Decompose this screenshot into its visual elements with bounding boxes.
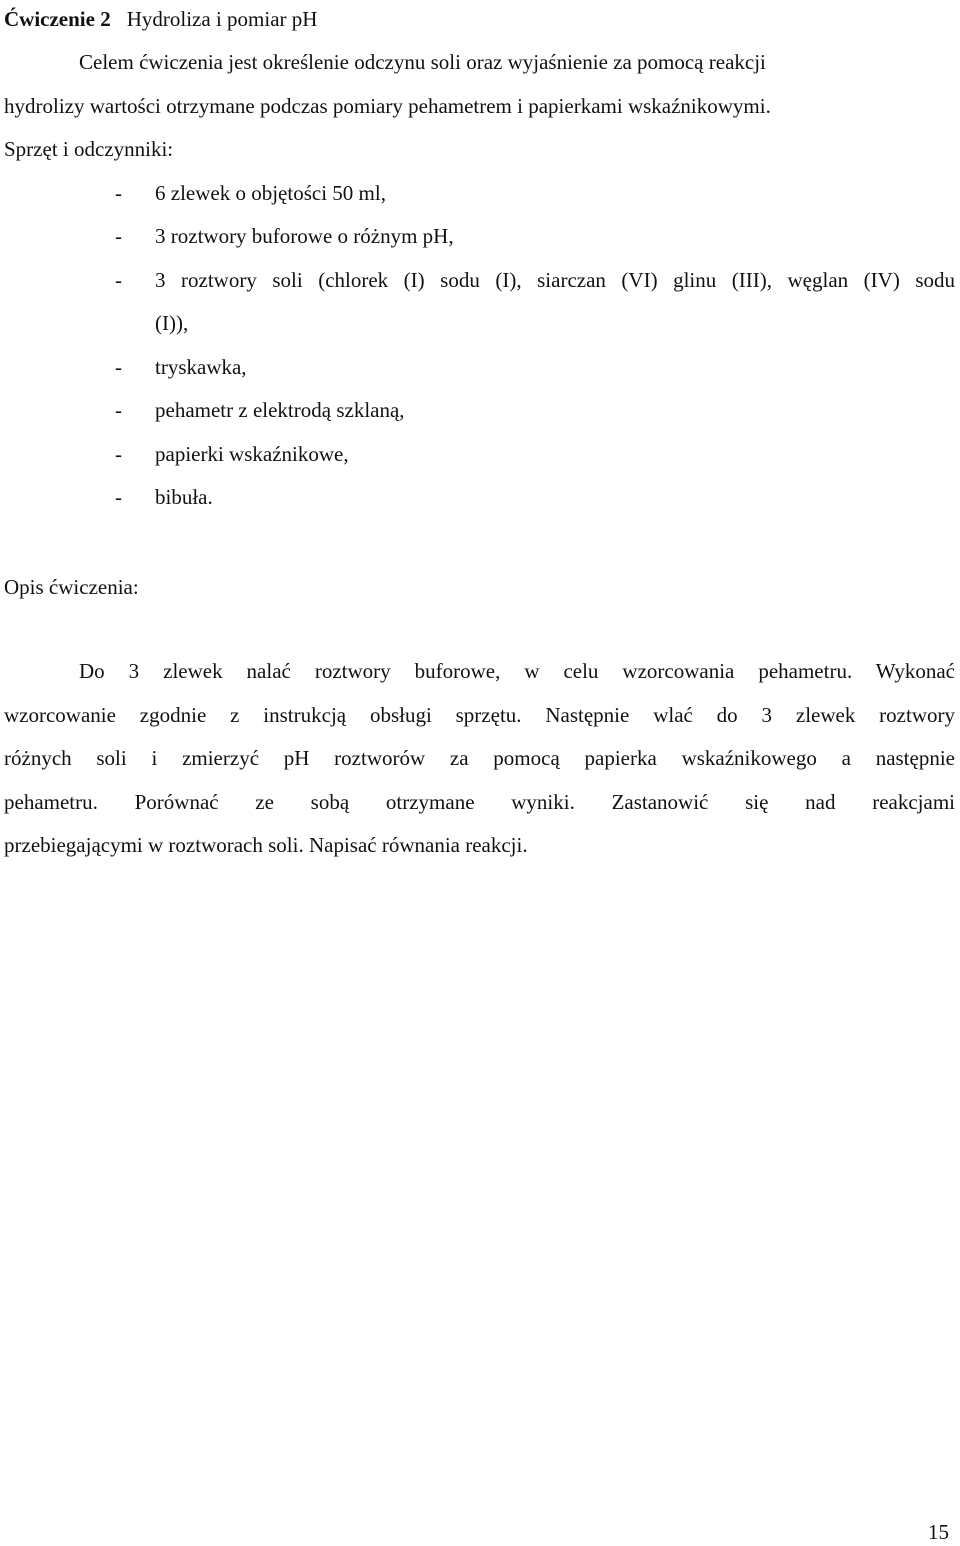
exercise-title: Hydroliza i pomiar pH (126, 7, 318, 31)
description-line: Do 3 zlewek nalać roztwory buforowe, w celu wzorcowania pehametru. Wykonać (79, 659, 955, 683)
equipment-item (0, 396, 960, 424)
equipment-item-text: bibuła. (155, 485, 213, 509)
equipment-item-text: tryskawka, (155, 355, 247, 379)
intro-line-1: Celem ćwiczenia jest określenie odczynu soli oraz wyjaśnienie za pomocą reakcji (79, 50, 766, 74)
list-dash: - (115, 268, 122, 292)
equipment-item-text: papierki wskaźnikowe, (155, 442, 349, 466)
list-dash: - (115, 181, 122, 205)
equipment-item-text: 3 roztwory buforowe o różnym pH, (155, 224, 454, 248)
exercise-number: Ćwiczenie 2 (4, 7, 111, 31)
list-dash: - (115, 485, 122, 509)
page-number: 15 (928, 1520, 949, 1544)
equipment-item-text: 6 zlewek o objętości 50 ml, (155, 181, 386, 205)
intro-line-2: hydrolizy wartości otrzymane podczas pomiary pehametrem i papierkami wskaźnikowymi. (4, 94, 771, 118)
list-dash: - (115, 355, 122, 379)
description-line: przebiegającymi w roztworach soli. Napisać równania reakcji. (4, 833, 528, 857)
equipment-item (0, 179, 960, 207)
description-label: Opis ćwiczenia: (4, 575, 139, 599)
exercise-heading (4, 5, 317, 33)
list-dash: - (115, 224, 122, 248)
equipment-item (0, 353, 960, 381)
equipment-item-text: pehametr z elektrodą szklaną, (155, 398, 405, 422)
description-line: pehametru. Porównać ze sobą otrzymane wyniki. Zastanowić się nad reakcjami (4, 790, 955, 814)
equipment-item (0, 440, 960, 468)
list-dash: - (115, 442, 122, 466)
list-dash: - (115, 398, 122, 422)
equipment-label: Sprzęt i odczynniki: (4, 137, 174, 161)
description-line: różnych soli i zmierzyć pH roztworów za pomocą papierka wskaźnikowego a następnie (4, 746, 955, 770)
description-line: wzorcowanie zgodnie z instrukcją obsługi sprzętu. Następnie wlać do 3 zlewek roztwory (4, 703, 955, 727)
equipment-item-text: 3 roztwory soli (chlorek (I) sodu (I), siarczan (VI) glinu (III), węglan (IV) sodu (155, 268, 955, 292)
equipment-item (0, 266, 960, 294)
equipment-item-continuation: (I)), (155, 311, 189, 335)
equipment-item (0, 222, 960, 250)
equipment-item (0, 483, 960, 511)
